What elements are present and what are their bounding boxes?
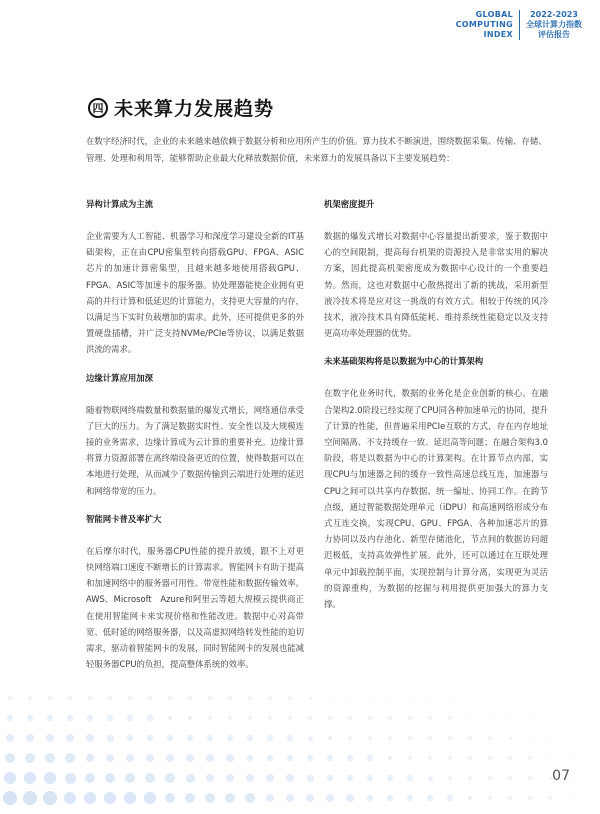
decorative-dot (46, 734, 54, 742)
decorative-dot (126, 754, 134, 762)
decorative-dot (488, 796, 492, 800)
decorative-dot (407, 775, 412, 780)
decorative-dot (8, 696, 12, 700)
report-year: 2022-2023 (530, 10, 578, 19)
decorative-dot (168, 716, 173, 721)
decorative-dot (85, 773, 96, 784)
decorative-dot (245, 793, 254, 802)
decorative-dot (65, 753, 74, 762)
decorative-dot (387, 775, 393, 781)
decorative-dot (388, 716, 391, 719)
subsection-text-data-centric: 在数字化业务时代，数据的业务化是企业创新的核心。在融合架构2.0阶段已经实现了CPU同各种加速单元的协同，提升了计算的性能，但普遍采用PCIe互联的方式，存在内存地址空间隔离、不支持缓存一致、延迟高等问题；在融合架构3.0阶段，将是以数据为中心的计算架构。在计算节点内部，实现CPU与加速器之间的缓存一致性高速总线互连，加速器与CPU之间可以共享内存数据、统一编址、协同工作。在跨节点级，通过智能数据处理单元（iDPU）和高速网络形成分布式互连交换，实现CPU、GPU、FPGA、各种加速芯片的算力协同以及内存池化、新型存储池化，节点间的数据访问超迟极低，支持高效弹性扩展。此外，还可以通过在互联处理单元中卸载控制平面，实现控制与计算分离，实现更为灵活的资源重构，为数据的挖掘与利用提供更加强大的算力支撑。 (324, 388, 548, 610)
section-title (88, 94, 274, 121)
decorative-dot (407, 795, 413, 801)
decorative-dot (328, 736, 333, 741)
decorative-dot (309, 697, 312, 700)
decorative-dot (468, 736, 471, 739)
decorative-dot (408, 716, 411, 719)
decorative-dot (186, 754, 194, 762)
decorative-dot (146, 754, 154, 762)
decorative-dot (266, 774, 274, 782)
decorative-dot (107, 735, 114, 742)
decorative-dot (508, 756, 511, 759)
decorative-dot (508, 776, 512, 780)
decorative-dot (408, 756, 413, 761)
decorative-dot (307, 755, 313, 761)
decorative-dot (27, 715, 33, 721)
decorative-dot (288, 716, 292, 720)
decorative-dot (387, 795, 393, 801)
decorative-dot (327, 775, 334, 782)
decorative-dot (449, 697, 452, 700)
decorative-dot (308, 736, 313, 741)
decorative-dot (429, 697, 432, 700)
decorative-dot (367, 755, 372, 760)
decorative-dot (509, 717, 512, 720)
decorative-dot (248, 716, 252, 720)
decorative-dot (208, 716, 213, 721)
decorative-dot (428, 716, 431, 719)
decorative-dot (529, 717, 532, 720)
decorative-dot (448, 756, 452, 760)
decorative-dot (388, 736, 392, 740)
decorative-dot (389, 697, 392, 700)
brand-line-1: GLOBAL (475, 10, 513, 19)
subsection-text-smartnic: 在后摩尔时代，服务器CPU性能的提升放缓，跟不上对更快网络端口速度不断增长的计算需求。智能网卡有助于提高和加速网络中的服务器可用性、带宽性能和数据传输效率。AWS、Microsoft Azure和阿里云等超大规模云提供商正在使用智能网卡来实现价格和性能改进。数据中心对高带宽、低时延的网络服务器，以及高虚拟网络转发性能的迫切需求，驱动着智能网卡的发展，同时智能网卡的发展也能减轻服务器CPU的负担，提高整体系统的效率。 (86, 545, 304, 670)
decorative-dot (148, 696, 152, 700)
decorative-dot (469, 717, 472, 720)
decorative-dot (246, 774, 254, 782)
decorative-dot (288, 696, 291, 699)
brand-line-2: COMPUTING (455, 20, 513, 29)
decorative-dot (124, 792, 136, 804)
decorative-dot (428, 756, 432, 760)
decorative-dot (528, 756, 531, 759)
decorative-dot (488, 736, 491, 739)
decorative-dot (549, 777, 552, 780)
decorative-dot (248, 696, 251, 699)
subsection-heading-edge: 边缘计算应用加深 (86, 372, 153, 383)
decorative-dot (28, 696, 32, 700)
decorative-dot (165, 793, 176, 804)
decorative-dot (428, 776, 433, 781)
decorative-dot (205, 793, 215, 803)
decorative-dot (287, 755, 293, 761)
decorative-dot (188, 696, 191, 699)
decorative-dot (488, 756, 492, 760)
decorative-dot (228, 696, 231, 699)
decorative-dot (105, 773, 115, 783)
decorative-dot (286, 794, 294, 802)
decorative-dot (348, 736, 353, 741)
decorative-dot (65, 773, 76, 784)
decorative-dot (145, 773, 155, 783)
decorative-dot (368, 716, 372, 720)
decorative-dot (448, 716, 451, 719)
decorative-dot (307, 775, 314, 782)
subsection-heading-rack-density: 机架密度提升 (324, 199, 375, 209)
decorative-dot (44, 772, 55, 783)
decorative-dot (25, 753, 35, 763)
subsection-heading-heterogeneous: 异构计算成为主流 (86, 199, 153, 209)
decorative-dot (7, 715, 13, 721)
decorative-dot (266, 794, 275, 803)
decorative-dot (226, 774, 234, 782)
decorative-dot (448, 736, 452, 740)
decorative-dot (87, 715, 92, 720)
decorative-dot (488, 776, 492, 780)
decorative-dot (187, 735, 193, 741)
decorative-dot (367, 775, 373, 781)
decorative-dot (247, 755, 254, 762)
decorative-dot (144, 792, 155, 803)
decorative-dot (106, 754, 115, 763)
subsection-heading-smartnic: 智能网卡普及率扩大 (86, 513, 162, 524)
decorative-dot (127, 715, 132, 720)
decorative-dot (367, 795, 374, 802)
decorative-dot (188, 716, 193, 721)
decorative-dot (509, 737, 512, 740)
decorative-dot (489, 717, 492, 720)
decorative-dot (408, 736, 412, 740)
decorative-dot (166, 754, 174, 762)
decorative-dot (308, 716, 312, 720)
decorative-dot-pattern (0, 684, 600, 814)
section-heading: 未来算力发展趋势 (114, 98, 275, 120)
decorative-dot (147, 715, 152, 720)
decorative-dot (549, 757, 552, 760)
decorative-dot (24, 772, 36, 784)
decorative-dot (528, 796, 532, 800)
subsection-text-rack-density: 数据的爆发式增长对数据中心容量提出新要求，鉴于数据中心的空间限制，提高每台机架的资源投入是非常实用的解决方案，因此提高机架密度成为数据中心设计的一个重要趋势。然而，这也对数据中心散热提出了新的挑战，采用新型液冷技术将是应对这一挑战的有效方式。相较于传统的风冷技术，液冷技术具有降低能耗、维持系统性能稳定以及支持更高功率处理器的优势。 (324, 231, 548, 339)
decorative-dot (47, 715, 53, 721)
decorative-dot (208, 696, 211, 699)
section-number-badge: 四 (88, 98, 108, 118)
decorative-dot (168, 696, 171, 699)
decorative-dot (108, 696, 112, 700)
decorative-dot (225, 793, 235, 803)
decorative-dot (128, 696, 132, 700)
decorative-dot (569, 797, 572, 800)
decorative-dot (206, 774, 215, 783)
decorative-dot (247, 735, 253, 741)
decorative-dot (207, 735, 213, 741)
decorative-dot (468, 776, 472, 780)
decorative-dot (287, 735, 292, 740)
decorative-dot (125, 773, 135, 783)
decorative-dot (67, 715, 73, 721)
decorative-dot (185, 793, 195, 803)
decorative-dot (529, 737, 532, 740)
decorative-dot (165, 773, 174, 782)
decorative-dot (64, 792, 77, 805)
decorative-dot (107, 715, 112, 720)
report-name (520, 10, 582, 40)
report-title-line-1: 全球计算力指数 (526, 20, 582, 29)
decorative-dot (4, 772, 16, 784)
decorative-dot (48, 696, 52, 700)
decorative-dot (447, 795, 452, 800)
decorative-dot (88, 696, 92, 700)
decorative-dot (23, 791, 37, 805)
intro-paragraph: 在数字经济时代，企业的未来越来越依赖于数据分析和应用所产生的价值。算力技术不断演进，围绕数据采集、传输、存储、管理、处理和利用等，能够帮助企业最大化释放数据价值，未来算力的发展具备以下主要发展趋势： (86, 136, 547, 163)
decorative-dot (329, 697, 332, 700)
decorative-dot (84, 792, 96, 804)
brand-line-3: INDEX (483, 30, 513, 39)
decorative-dot (548, 796, 551, 799)
decorative-dot (326, 794, 334, 802)
decorative-dot (327, 755, 333, 761)
decorative-dot (228, 716, 233, 721)
subsection-heading-data-centric: 未来基础架构将是以数据为中心的计算架构 (324, 356, 484, 367)
decorative-dot (66, 734, 73, 741)
decorative-dot (147, 735, 154, 742)
decorative-dot (45, 753, 54, 762)
decorative-dot (268, 716, 272, 720)
report-brand (456, 10, 582, 40)
decorative-dot (104, 792, 116, 804)
decorative-dot (5, 753, 15, 763)
decorative-dot (167, 735, 173, 741)
decorative-dot (306, 794, 314, 802)
subsection-text-edge: 随着物联网终端数量和数据量的爆发式增长，网络通信承受了巨大的压力。为了满足数据实时性、安全性以及大规模连接的业务需求，边缘计算成为云计算的重要补充。边缘计算将算力资源部署在离终端设备更近的位置，使得数据可以在本地进行处理，从而减少了数据传输到云端进行处理的延迟和网络带宽的压力。 (86, 404, 304, 496)
decorative-dot (227, 735, 233, 741)
decorative-dot (268, 696, 271, 699)
decorative-dot (127, 735, 134, 742)
decorative-dot (186, 774, 195, 783)
decorative-dot (348, 716, 352, 720)
right-column (324, 198, 548, 612)
decorative-dot (569, 757, 572, 760)
decorative-dot (368, 736, 372, 740)
decorative-dot (388, 756, 393, 761)
decorative-dot (409, 697, 412, 700)
decorative-dot (549, 737, 552, 740)
decorative-dot (468, 756, 472, 760)
left-column (86, 198, 304, 672)
decorative-dot (267, 755, 274, 762)
decorative-dot (346, 794, 353, 801)
decorative-dot (43, 791, 56, 804)
decorative-dot (206, 754, 213, 761)
decorative-dot (286, 774, 293, 781)
report-title-line-2: 评估报告 (538, 30, 570, 39)
decorative-dot (347, 775, 353, 781)
subsection-text-heterogeneous: 企业需要为人工智能、机器学习和深度学习建设全新的IT基础架构，正在由CPU密集型转向搭载GPU、FPGA、ASIC芯片的加速计算密集型，且越来越多地使用搭载GPU、FPGA、ASIC等加速卡的服务器。协处理器能使企业拥有更高的并行计算和低延迟的计算能力，支持更大容量的内存，以满足当下实时负载增加的需求。此外，还可提供更多的外置硬盘插槽，并广泛支持NVMe/PCIe等协议，以满足数据洪流的需求。 (86, 231, 304, 355)
decorative-dot (267, 735, 272, 740)
decorative-dot (349, 697, 352, 700)
decorative-dot (427, 795, 433, 801)
decorative-dot (369, 697, 372, 700)
decorative-dot (86, 734, 93, 741)
decorative-dot (347, 755, 352, 760)
page-number: 07 (552, 768, 570, 784)
decorative-dot (428, 736, 432, 740)
decorative-dot (448, 776, 453, 781)
decorative-dot (528, 776, 531, 779)
decorative-dot (3, 791, 17, 805)
decorative-dot (508, 796, 512, 800)
decorative-dot (328, 716, 332, 720)
brand-name (456, 10, 519, 40)
decorative-dot (86, 754, 95, 763)
decorative-dot (68, 696, 72, 700)
decorative-dot (468, 796, 473, 801)
decorative-dot (226, 754, 233, 761)
decorative-dot (26, 734, 34, 742)
decorative-dot (6, 734, 14, 742)
